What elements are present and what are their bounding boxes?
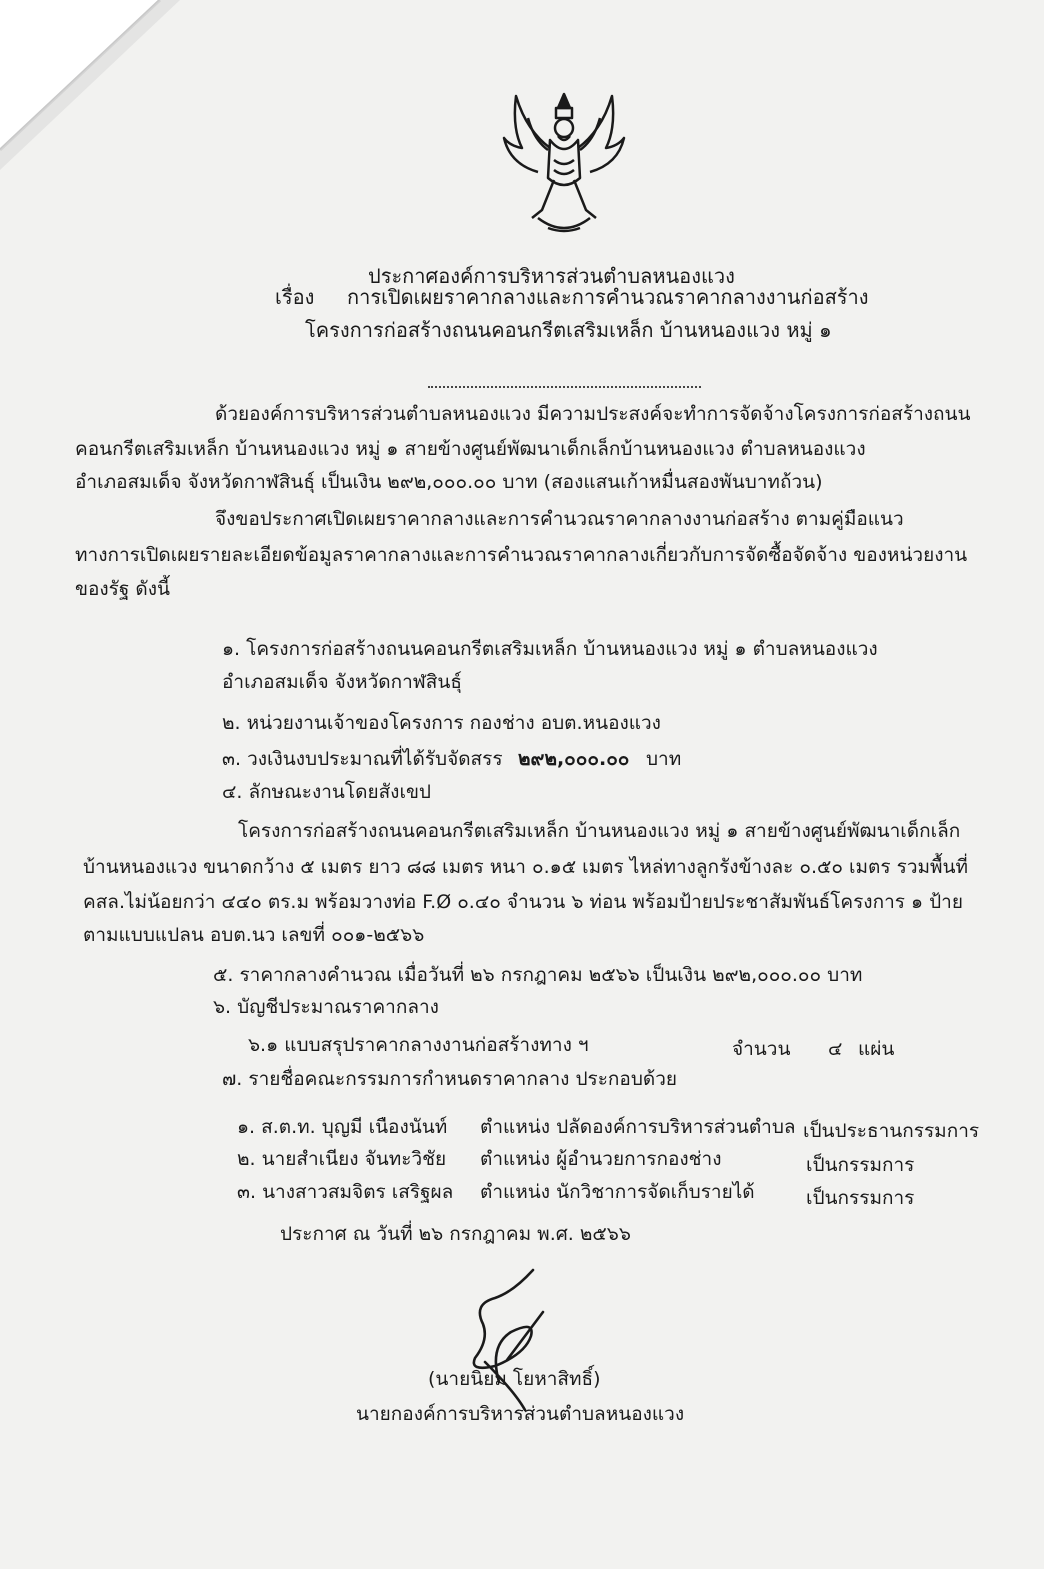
intro-p1-line-3: อำเภอสมเด็จ จังหวัดกาฬสินธุ์ เป็นเงิน ๒๙๒,๐๐๐.๐๐ บาท (สองแสนเก้าหมื่นสองพันบาทถ้วน)	[75, 471, 823, 493]
item-2: ๒. หน่วยงานเจ้าของโครงการ กองช่าง อบต.หนองแวง	[222, 712, 661, 734]
committee-1-role: เป็นประธานกรรมการ	[803, 1120, 980, 1142]
item-6: ๖. บัญชีประมาณราคากลาง	[213, 996, 439, 1018]
committee-1-position: ตำแหน่ง ปลัดองค์การบริหารส่วนตำบล	[480, 1116, 796, 1138]
item-3-label: ๓. วงเงินงบประมาณที่ได้รับจัดสรร	[222, 748, 503, 770]
item-4: ๔. ลักษณะงานโดยสังเขป	[222, 781, 431, 803]
item-1-line-1: ๑. โครงการก่อสร้างถนนคอนกรีตเสริมเหล็ก บ้านหนองแวง หมู่ ๑ ตำบลหนองแวง	[222, 638, 878, 660]
subject-line-2: โครงการก่อสร้างถนนคอนกรีตเสริมเหล็ก บ้านหนองแวง หมู่ ๑	[305, 318, 832, 342]
intro-p1-line-2: คอนกรีตเสริมเหล็ก บ้านหนองแวง หมู่ ๑ สายข้างศูนย์พัฒนาเด็กเล็กบ้านหนองแวง ตำบลหนองแวง	[75, 438, 866, 460]
intro-p2-line-3: ของรัฐ ดังนี้	[75, 578, 171, 600]
item-6-1-unit: แผ่น	[858, 1038, 895, 1060]
committee-3-name: ๓. นางสาวสมจิตร เสริฐผล	[237, 1181, 454, 1203]
subject-line-1: การเปิดเผยราคากลางและการคำนวณราคากลางงานก่อสร้าง	[347, 285, 869, 309]
item-1-line-2: อำเภอสมเด็จ จังหวัดกาฬสินธุ์	[222, 671, 462, 693]
intro-p1-line-1: ด้วยองค์การบริหารส่วนตำบลหนองแวง มีความประสงค์จะทำการจัดจ้างโครงการก่อสร้างถนน	[215, 403, 971, 425]
committee-1-name: ๑. ส.ต.ท. บุญมี เนืองนันท์	[237, 1116, 448, 1138]
item-4-desc-line-3: คสล.ไม่น้อยกว่า ๔๔๐ ตร.ม พร้อมวางท่อ F.Ø ๐.๔๐ จำนวน ๖ ท่อน พร้อมป้ายประชาสัมพันธ์โครงการ ๑ ป้าย	[83, 891, 963, 913]
committee-3-role: เป็นกรรมการ	[806, 1187, 915, 1209]
committee-2-role: เป็นกรรมการ	[806, 1154, 915, 1176]
committee-2-position: ตำแหน่ง ผู้อำนวยการกองช่าง	[480, 1148, 722, 1170]
signer-title: นายกองค์การบริหารส่วนตำบลหนองแวง	[356, 1403, 685, 1425]
header-divider	[428, 386, 701, 388]
item-4-desc-line-2: บ้านหนองแวง ขนาดกว้าง ๕ เมตร ยาว ๘๘ เมตร หนา ๐.๑๕ เมตร ไหล่ทางลูกรังข้างละ ๐.๕๐ เมตร รวมพื้นที่	[83, 856, 969, 878]
item-6-1-qty-label: จำนวน	[732, 1038, 791, 1060]
item-4-desc-line-1: โครงการก่อสร้างถนนคอนกรีตเสริมเหล็ก บ้านหนองแวง หมู่ ๑ สายข้างศูนย์พัฒนาเด็กเล็ก	[238, 820, 961, 842]
item-5: ๕. ราคากลางคำนวณ เมื่อวันที่ ๒๖ กรกฎาคม ๒๕๖๖ เป็นเงิน ๒๙๒,๐๐๐.๐๐ บาท	[213, 964, 863, 986]
item-6-1-qty: ๔	[828, 1038, 843, 1060]
item-4-desc-line-4: ตามแบบแปลน อบต.นว เลขที่ ๐๐๑-๒๕๖๖	[83, 924, 425, 946]
item-3-amount: ๒๙๒,๐๐๐.๐๐	[518, 748, 630, 770]
item-3-unit: บาท	[646, 748, 682, 770]
announcement-date: ประกาศ ณ วันที่ ๒๖ กรกฎาคม พ.ศ. ๒๕๖๖	[280, 1223, 631, 1245]
intro-p2-line-1: จึงขอประกาศเปิดเผยราคากลางและการคำนวณราคากลางงานก่อสร้าง ตามคู่มือแนว	[215, 508, 904, 530]
item-6-1: ๖.๑ แบบสรุปราคากลางงานก่อสร้างทาง ฯ	[248, 1034, 589, 1056]
signer-name: (นายนิยม โยหาสิทธิ์)	[428, 1368, 601, 1390]
subject-label: เรื่อง	[275, 285, 315, 309]
garuda-emblem-icon	[498, 88, 630, 240]
committee-3-position: ตำแหน่ง นักวิชาการจัดเก็บรายได้	[480, 1181, 755, 1203]
issuer-title: ประกาศองค์การบริหารส่วนตำบลหนองแวง	[368, 264, 735, 288]
committee-2-name: ๒. นายสำเนียง จันทะวิชัย	[237, 1148, 447, 1170]
intro-p2-line-2: ทางการเปิดเผยรายละเอียดข้อมูลราคากลางและการคำนวณราคากลางเกี่ยวกับการจัดซื้อจัดจ้าง ของหน่วยงาน	[75, 544, 968, 566]
item-7: ๗. รายชื่อคณะกรรมการกำหนดราคากลาง ประกอบด้วย	[222, 1068, 678, 1090]
